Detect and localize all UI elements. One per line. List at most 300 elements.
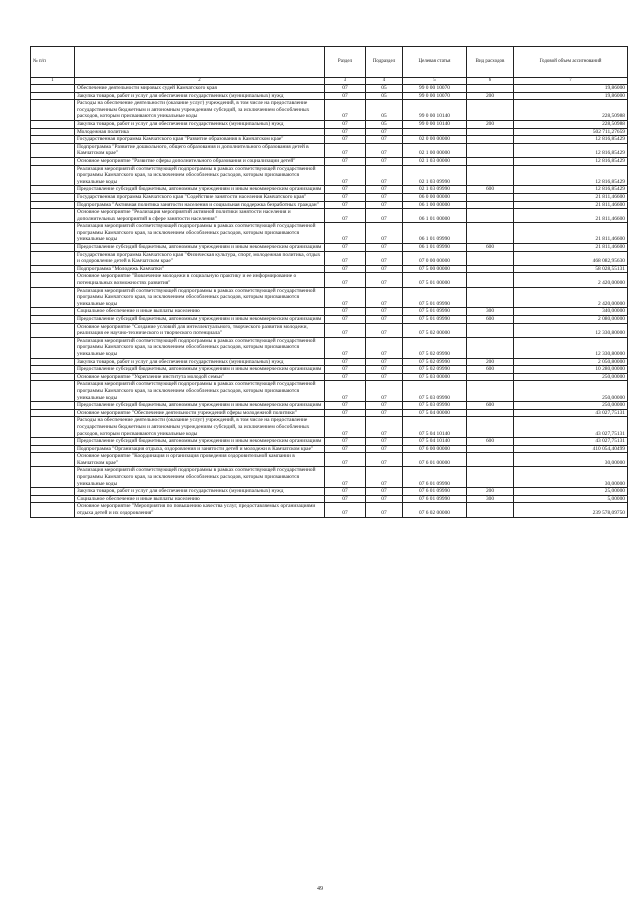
- cell-expense-type: 600: [467, 402, 514, 410]
- cell-podrazdel: 07: [366, 402, 403, 410]
- cell-razdel: 07: [325, 120, 366, 128]
- cell-podrazdel: 07: [366, 128, 403, 136]
- cell-amount: 5,00000: [514, 495, 628, 503]
- cell-target-article: 07 5 01 09990: [403, 308, 467, 316]
- cell-number: [31, 409, 75, 417]
- cell-expense-type: [467, 157, 514, 165]
- cell-name: Реализация мероприятий соответствующей подпрограммы в рамках соответствующей государственной программы Камчатского края, за исключением обособленных расходов, которым присваиваются уникальные коды: [75, 467, 325, 488]
- table-header-row: [31, 47, 628, 78]
- cell-target-article: 07 6 01 09990: [403, 495, 467, 503]
- cell-amount: 21 811,46600: [514, 209, 628, 223]
- cell-razdel: 07: [325, 488, 366, 496]
- cell-expense-type: [467, 193, 514, 201]
- cell-number: [31, 273, 75, 287]
- cell-expense-type: [467, 136, 514, 144]
- table-row: [31, 92, 628, 100]
- cell-expense-type: [467, 287, 514, 308]
- cell-podrazdel: 07: [366, 136, 403, 144]
- cell-razdel: 07: [325, 316, 366, 324]
- cell-target-article: 07 5 02 09990: [403, 358, 467, 366]
- cell-target-article: 07 5 03 09990: [403, 402, 467, 410]
- cell-amount: 12 330,80000: [514, 337, 628, 358]
- cell-name: Подпрограмма "Организация отдыха, оздоровления и занятости детей и молодежи в Камчатском крае": [75, 445, 325, 453]
- table-row: [31, 128, 628, 136]
- cell-razdel: 07: [325, 337, 366, 358]
- cell-number: [31, 265, 75, 273]
- header-annual-amount: Годовой объем ассигнований: [514, 47, 628, 78]
- cell-expense-type: [467, 445, 514, 453]
- cell-name: Обеспечение деятельности мировых судей Камчатского края: [75, 85, 325, 93]
- table-row: [31, 308, 628, 316]
- cell-razdel: 07: [325, 209, 366, 223]
- cell-target-article: 06 0 00 00000: [403, 193, 467, 201]
- cell-podrazdel: 07: [366, 223, 403, 244]
- cell-razdel: 07: [325, 287, 366, 308]
- cell-name: Основное мероприятие "Обеспечение деятельности учреждений сферы молодежной политики": [75, 409, 325, 417]
- cell-expense-type: 600: [467, 316, 514, 324]
- cell-razdel: 07: [325, 201, 366, 209]
- cell-razdel: 07: [325, 85, 366, 93]
- cell-target-article: 07 0 00 00000: [403, 251, 467, 265]
- cell-amount: 250,00000: [514, 373, 628, 381]
- cell-number: [31, 128, 75, 136]
- cell-razdel: 07: [325, 100, 366, 121]
- cell-target-article: 07 5 04 00000: [403, 409, 467, 417]
- cell-razdel: 07: [325, 244, 366, 252]
- cell-amount: 2 080,00000: [514, 316, 628, 324]
- cell-razdel: 07: [325, 323, 366, 337]
- cell-number: [31, 438, 75, 446]
- cell-amount: 2 420,00000: [514, 287, 628, 308]
- cell-target-article: 07 6 01 09990: [403, 467, 467, 488]
- cell-podrazdel: 07: [366, 287, 403, 308]
- table-row: [31, 409, 628, 417]
- cell-razdel: 07: [325, 503, 366, 517]
- cell-name: Реализация мероприятий соответствующей подпрограммы в рамках соответствующей государственной программы Камчатского края, за исключением обособленных расходов, которым присваиваются уникальные коды: [75, 287, 325, 308]
- cell-razdel: 07: [325, 143, 366, 157]
- table-row: [31, 287, 628, 308]
- cell-target-article: 02 1 03 09990: [403, 165, 467, 186]
- table-row: [31, 244, 628, 252]
- cell-number: [31, 495, 75, 503]
- table-row: [31, 488, 628, 496]
- cell-amount: 340,00000: [514, 308, 628, 316]
- cell-target-article: 06 1 01 09990: [403, 223, 467, 244]
- cell-expense-type: 200: [467, 92, 514, 100]
- table-row: [31, 402, 628, 410]
- cell-podrazdel: 07: [366, 316, 403, 324]
- cell-expense-type: 600: [467, 438, 514, 446]
- cell-number: [31, 417, 75, 438]
- cell-name: Закупка товаров, работ и услуг для обеспечения государственных (муниципальных) нужд: [75, 488, 325, 496]
- cell-expense-type: [467, 503, 514, 517]
- cell-name: Предоставление субсидий бюджетным, автономным учреждениям и иным некоммерческим организациям: [75, 316, 325, 324]
- cell-name: Основное мероприятие "Создание условий для интеллектуального, творческого развития молодежи, реализация ее научно-технического и творческого потенциала": [75, 323, 325, 337]
- cell-name: Основное мероприятие "Координация и организация проведения оздоровительной кампании в Камчатском крае": [75, 453, 325, 467]
- cell-amount: 19,86000: [514, 92, 628, 100]
- cell-razdel: 07: [325, 402, 366, 410]
- table-row: [31, 381, 628, 402]
- cell-number: [31, 453, 75, 467]
- cell-razdel: 07: [325, 223, 366, 244]
- cell-expense-type: [467, 409, 514, 417]
- header-expense-type: Вид расходов: [467, 47, 514, 78]
- cell-target-article: 07 5 03 09990: [403, 381, 467, 402]
- cell-target-article: 02 1 03 09990: [403, 186, 467, 194]
- cell-razdel: 07: [325, 136, 366, 144]
- cell-amount: 21 811,46600: [514, 193, 628, 201]
- cell-number: [31, 165, 75, 186]
- cell-podrazdel: 07: [366, 503, 403, 517]
- cell-expense-type: [467, 143, 514, 157]
- cell-podrazdel: 05: [366, 92, 403, 100]
- cell-name: Расходы на обеспечение деятельности (оказание услуг) учреждений, в том числе на предоставление государственным бюджетным и автономным учреждениям субсидий, за исключением обособленных расходов, которым присваиваются уникальные коды: [75, 417, 325, 438]
- cell-expense-type: 200: [467, 358, 514, 366]
- cell-number: [31, 337, 75, 358]
- cell-expense-type: [467, 265, 514, 273]
- cell-expense-type: [467, 251, 514, 265]
- cell-amount: 12 816,85429: [514, 157, 628, 165]
- cell-expense-type: 300: [467, 495, 514, 503]
- cell-amount: 12 330,80000: [514, 323, 628, 337]
- table-row: [31, 143, 628, 157]
- cell-name: Расходы на обеспечение деятельности (оказание услуг) учреждений, в том числе на предоставление государственным бюджетным и автономным учреждениям субсидий, за исключением обособленных расходов, которым присваиваются уникальные коды: [75, 100, 325, 121]
- cell-podrazdel: 07: [366, 265, 403, 273]
- cell-number: [31, 316, 75, 324]
- table-row: [31, 85, 628, 93]
- cell-number: [31, 92, 75, 100]
- cell-amount: 19,86000: [514, 85, 628, 93]
- cell-number: [31, 186, 75, 194]
- cell-target-article: 07 6 01 09990: [403, 488, 467, 496]
- cell-target-article: 99 0 00 10140: [403, 120, 467, 128]
- cell-number: [31, 85, 75, 93]
- table-row: [31, 186, 628, 194]
- cell-podrazdel: 05: [366, 120, 403, 128]
- cell-amount: 25,00000: [514, 488, 628, 496]
- table-row: [31, 373, 628, 381]
- cell-razdel: 07: [325, 445, 366, 453]
- cell-number: [31, 193, 75, 201]
- cell-expense-type: 600: [467, 366, 514, 374]
- cell-target-article: 06 1 00 00000: [403, 201, 467, 209]
- cell-amount: 250,00000: [514, 381, 628, 402]
- cell-expense-type: [467, 467, 514, 488]
- cell-amount: 21 811,46600: [514, 244, 628, 252]
- cell-expense-type: [467, 201, 514, 209]
- cell-target-article: 07 5 04 10140: [403, 417, 467, 438]
- cell-target-article: 07 5 01 09990: [403, 287, 467, 308]
- cell-podrazdel: 07: [366, 373, 403, 381]
- cell-name: Основное мероприятие "Развитие сферы дополнительного образования и социализации детей": [75, 157, 325, 165]
- cell-amount: 468 082,95630: [514, 251, 628, 265]
- cell-number: [31, 366, 75, 374]
- table-row: [31, 438, 628, 446]
- cell-amount: 43 027,75131: [514, 438, 628, 446]
- cell-number: [31, 467, 75, 488]
- col-number: 7: [514, 78, 628, 85]
- cell-podrazdel: 07: [366, 366, 403, 374]
- cell-podrazdel: 07: [366, 409, 403, 417]
- cell-number: [31, 120, 75, 128]
- cell-amount: 228,50988: [514, 100, 628, 121]
- cell-amount: 2 420,00000: [514, 273, 628, 287]
- cell-amount: 228,50988: [514, 120, 628, 128]
- cell-amount: 2 050,80000: [514, 358, 628, 366]
- document-page: [30, 46, 627, 518]
- cell-amount: 21 811,46600: [514, 201, 628, 209]
- cell-podrazdel: 07: [366, 467, 403, 488]
- cell-number: [31, 358, 75, 366]
- header-razdel: Раздел: [325, 47, 366, 78]
- cell-razdel: 07: [325, 467, 366, 488]
- cell-target-article: 07 6 01 00000: [403, 453, 467, 467]
- cell-podrazdel: 07: [366, 445, 403, 453]
- cell-razdel: 07: [325, 438, 366, 446]
- cell-razdel: 07: [325, 157, 366, 165]
- cell-razdel: 07: [325, 417, 366, 438]
- cell-amount: 43 027,75131: [514, 409, 628, 417]
- cell-razdel: 07: [325, 373, 366, 381]
- cell-razdel: 07: [325, 381, 366, 402]
- table-row: [31, 467, 628, 488]
- table-row: [31, 316, 628, 324]
- cell-number: [31, 157, 75, 165]
- header-podrazdel: Подраздел: [366, 47, 403, 78]
- cell-target-article: 07 5 02 09990: [403, 337, 467, 358]
- column-number-row: [31, 78, 628, 85]
- cell-razdel: 07: [325, 251, 366, 265]
- table-row: [31, 273, 628, 287]
- cell-name: Закупка товаров, работ и услуг для обеспечения государственных (муниципальных) нужд: [75, 120, 325, 128]
- cell-expense-type: 600: [467, 186, 514, 194]
- table-row: [31, 201, 628, 209]
- cell-podrazdel: 07: [366, 165, 403, 186]
- cell-name: Социальное обеспечение и иные выплаты населению: [75, 495, 325, 503]
- cell-razdel: 07: [325, 308, 366, 316]
- cell-expense-type: [467, 453, 514, 467]
- table-row: [31, 223, 628, 244]
- cell-amount: 58 028,55131: [514, 265, 628, 273]
- cell-amount: 30,00000: [514, 453, 628, 467]
- cell-expense-type: [467, 323, 514, 337]
- cell-name: Социальное обеспечение и иные выплаты населению: [75, 308, 325, 316]
- cell-podrazdel: 07: [366, 273, 403, 287]
- cell-name: Закупка товаров, работ и услуг для обеспечения государственных (муниципальных) нужд: [75, 92, 325, 100]
- cell-target-article: 07 5 00 00000: [403, 265, 467, 273]
- cell-expense-type: [467, 100, 514, 121]
- cell-podrazdel: 07: [366, 358, 403, 366]
- cell-razdel: 07: [325, 358, 366, 366]
- col-number: 6: [467, 78, 514, 85]
- table-row: [31, 495, 628, 503]
- cell-name: Молодежная политика: [75, 128, 325, 136]
- cell-razdel: 07: [325, 453, 366, 467]
- cell-razdel: 07: [325, 366, 366, 374]
- cell-name: Закупка товаров, работ и услуг для обеспечения государственных (муниципальных) нужд: [75, 358, 325, 366]
- cell-podrazdel: 07: [366, 495, 403, 503]
- col-number: 4: [366, 78, 403, 85]
- cell-razdel: 07: [325, 409, 366, 417]
- cell-target-article: 07 5 03 00000: [403, 373, 467, 381]
- table-row: [31, 136, 628, 144]
- cell-number: [31, 143, 75, 157]
- cell-name: Предоставление субсидий бюджетным, автономным учреждениям и иным некоммерческим организациям: [75, 438, 325, 446]
- cell-razdel: 07: [325, 495, 366, 503]
- cell-podrazdel: 07: [366, 209, 403, 223]
- cell-expense-type: [467, 337, 514, 358]
- cell-name: Предоставление субсидий бюджетным, автономным учреждениям и иным некоммерческим организациям: [75, 244, 325, 252]
- cell-amount: 410 054,40499: [514, 445, 628, 453]
- cell-number: [31, 136, 75, 144]
- cell-expense-type: [467, 373, 514, 381]
- cell-expense-type: 200: [467, 488, 514, 496]
- header-target-article: Целевая статья: [403, 47, 467, 78]
- cell-expense-type: [467, 128, 514, 136]
- cell-name: Основное мероприятие "Укрепление института молодой семьи": [75, 373, 325, 381]
- cell-name: Основное мероприятие "Вовлечение молодежи в социальную практику и ее информирование о потенциальных возможностях развития": [75, 273, 325, 287]
- cell-razdel: 07: [325, 265, 366, 273]
- cell-amount: 502 711,27659: [514, 128, 628, 136]
- table-row: [31, 209, 628, 223]
- cell-podrazdel: 07: [366, 251, 403, 265]
- table-row: [31, 165, 628, 186]
- cell-number: [31, 287, 75, 308]
- table-row: [31, 503, 628, 517]
- cell-name: Государственная программа Камчатского края "Развитие образования в Камчатском крае": [75, 136, 325, 144]
- cell-razdel: 07: [325, 273, 366, 287]
- cell-number: [31, 201, 75, 209]
- cell-expense-type: [467, 223, 514, 244]
- cell-number: [31, 308, 75, 316]
- table-row: [31, 445, 628, 453]
- cell-target-article: 07 5 02 00000: [403, 323, 467, 337]
- cell-number: [31, 488, 75, 496]
- table-row: [31, 265, 628, 273]
- cell-name: Подпрограмма "Развитие дошкольного, общего образования и дополнительного образования детей в Камчатском крае": [75, 143, 325, 157]
- cell-podrazdel: 07: [366, 488, 403, 496]
- cell-target-article: 07 5 01 00000: [403, 273, 467, 287]
- cell-amount: 12 816,85429: [514, 165, 628, 186]
- cell-target-article: 99 0 00 10140: [403, 100, 467, 121]
- cell-podrazdel: 07: [366, 193, 403, 201]
- table-row: [31, 100, 628, 121]
- cell-amount: 43 027,75131: [514, 417, 628, 438]
- cell-podrazdel: 07: [366, 308, 403, 316]
- col-number: 2: [75, 78, 325, 85]
- cell-expense-type: [467, 273, 514, 287]
- cell-name: Реализация мероприятий соответствующей подпрограммы в рамках соответствующей государственной программы Камчатского края, за исключением обособленных расходов, которым присваиваются уникальные коды: [75, 223, 325, 244]
- cell-number: [31, 402, 75, 410]
- cell-amount: 10 280,00000: [514, 366, 628, 374]
- cell-razdel: 07: [325, 165, 366, 186]
- cell-podrazdel: 07: [366, 244, 403, 252]
- table-row: [31, 323, 628, 337]
- cell-amount: 239 578,09750: [514, 503, 628, 517]
- cell-target-article: 02 1 03 00000: [403, 157, 467, 165]
- cell-target-article: 07 6 00 00000: [403, 445, 467, 453]
- cell-razdel: 07: [325, 92, 366, 100]
- cell-podrazdel: 07: [366, 381, 403, 402]
- cell-number: [31, 100, 75, 121]
- cell-number: [31, 244, 75, 252]
- cell-target-article: 02 1 00 00000: [403, 143, 467, 157]
- cell-number: [31, 373, 75, 381]
- cell-amount: 12 816,85429: [514, 143, 628, 157]
- cell-target-article: 99 0 00 10070: [403, 92, 467, 100]
- cell-podrazdel: 07: [366, 143, 403, 157]
- cell-expense-type: 300: [467, 308, 514, 316]
- cell-podrazdel: 07: [366, 157, 403, 165]
- cell-amount: 21 811,46600: [514, 223, 628, 244]
- cell-target-article: 07 6 02 00000: [403, 503, 467, 517]
- cell-name: Реализация мероприятий соответствующей подпрограммы в рамках соответствующей государственной программы Камчатского края, за исключением обособленных расходов, которым присваиваются уникальные коды: [75, 337, 325, 358]
- table-body: [31, 85, 628, 518]
- cell-expense-type: [467, 381, 514, 402]
- cell-target-article: 02 0 00 00000: [403, 136, 467, 144]
- table-row: [31, 120, 628, 128]
- cell-podrazdel: 07: [366, 201, 403, 209]
- cell-name: Реализация мероприятий соответствующей подпрограммы в рамках соответствующей государственной программы Камчатского края, за исключением обособленных расходов, которым присваиваются уникальные коды: [75, 381, 325, 402]
- cell-target-article: 06 1 01 00000: [403, 209, 467, 223]
- cell-target-article: 07 5 01 09990: [403, 316, 467, 324]
- cell-podrazdel: 05: [366, 85, 403, 93]
- cell-number: [31, 503, 75, 517]
- cell-name: Подпрограмма "Активная политика занятости населения и социальная поддержка безработных граждан": [75, 201, 325, 209]
- cell-number: [31, 223, 75, 244]
- table-row: [31, 337, 628, 358]
- col-number: 1: [31, 78, 75, 85]
- col-number: 5: [403, 78, 467, 85]
- cell-name: Основное мероприятие "Мероприятия по повышению качества услуг, предоставляемых организациями отдыха детей и их оздоровления": [75, 503, 325, 517]
- cell-number: [31, 251, 75, 265]
- cell-amount: 12 816,85429: [514, 186, 628, 194]
- header-number: № п/п: [31, 47, 75, 78]
- table-row: [31, 366, 628, 374]
- cell-name: Государственная программа Камчатского края "Содействие занятости населения Камчатского края": [75, 193, 325, 201]
- header-name: [75, 47, 325, 78]
- cell-razdel: 07: [325, 193, 366, 201]
- cell-target-article: [403, 128, 467, 136]
- cell-expense-type: 200: [467, 120, 514, 128]
- cell-podrazdel: 07: [366, 453, 403, 467]
- cell-expense-type: [467, 165, 514, 186]
- cell-number: [31, 209, 75, 223]
- cell-podrazdel: 07: [366, 186, 403, 194]
- cell-number: [31, 381, 75, 402]
- table-row: [31, 453, 628, 467]
- cell-name: Предоставление субсидий бюджетным, автономным учреждениям и иным некоммерческим организациям: [75, 402, 325, 410]
- cell-expense-type: 600: [467, 244, 514, 252]
- cell-expense-type: [467, 209, 514, 223]
- cell-podrazdel: 07: [366, 337, 403, 358]
- cell-name: Предоставление субсидий бюджетным, автономным учреждениям и иным некоммерческим организациям: [75, 186, 325, 194]
- table-row: [31, 157, 628, 165]
- table-row: [31, 358, 628, 366]
- cell-podrazdel: 07: [366, 323, 403, 337]
- cell-name: Основное мероприятие "Реализация мероприятий активной политики занятости населения и дополнительных мероприятий в сфере занятости населения": [75, 209, 325, 223]
- cell-amount: 30,00000: [514, 467, 628, 488]
- cell-razdel: 07: [325, 128, 366, 136]
- cell-target-article: 99 0 00 10070: [403, 85, 467, 93]
- cell-name: Государственная программа Камчатского края "Физическая культура, спорт, молодежная политика, отдых и оздоровление детей в Камчатском крае": [75, 251, 325, 265]
- cell-amount: 250,00000: [514, 402, 628, 410]
- cell-razdel: 07: [325, 186, 366, 194]
- table-row: [31, 193, 628, 201]
- cell-name: Подпрограмма "Молодежь Камчатки": [75, 265, 325, 273]
- table-row: [31, 251, 628, 265]
- cell-expense-type: [467, 85, 514, 93]
